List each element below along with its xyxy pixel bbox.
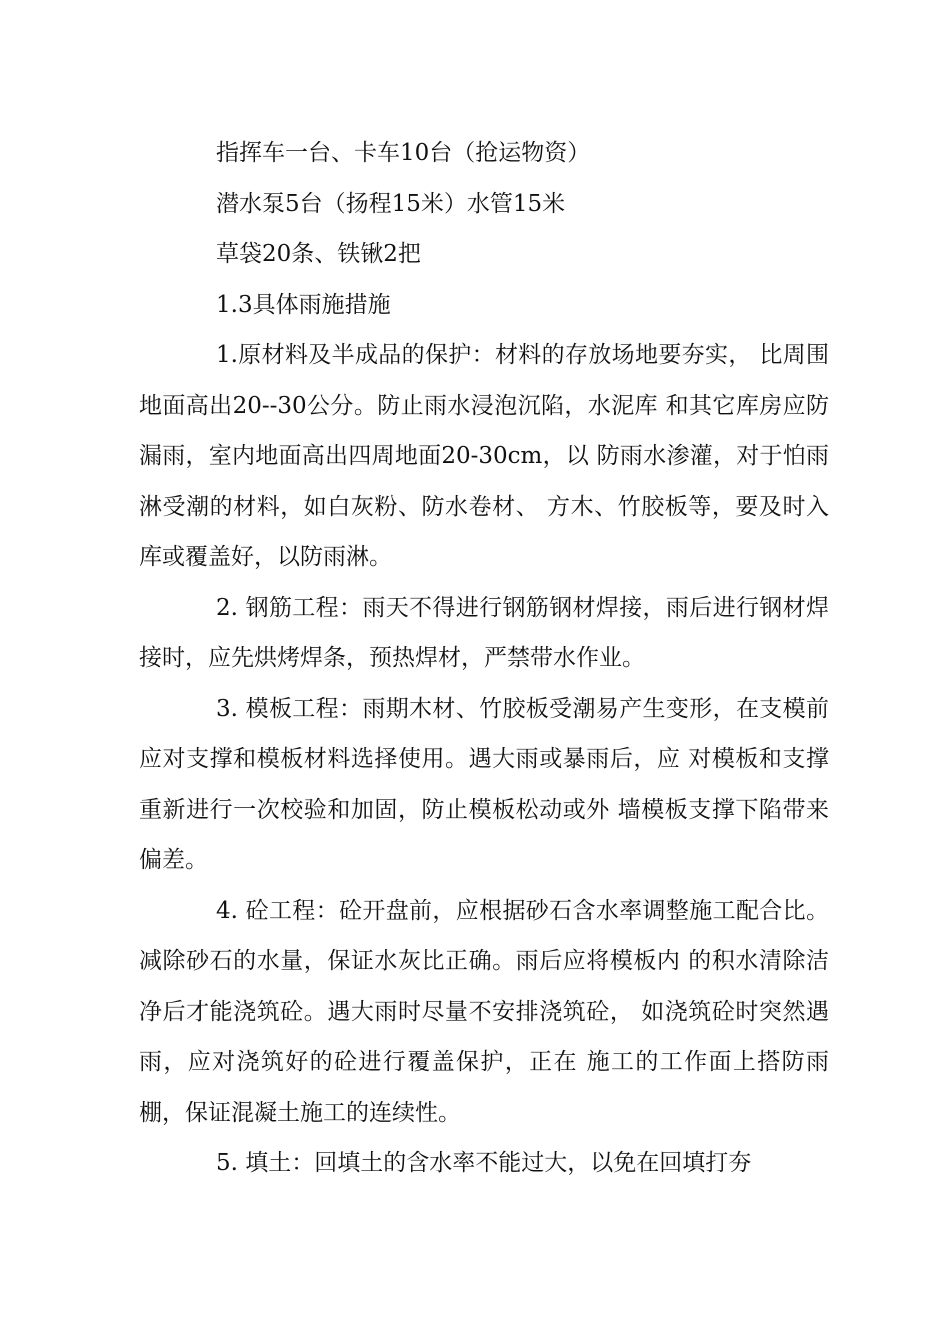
equipment-line-tools: 草袋20条、铁锹2把 [216, 241, 421, 267]
paragraph-rebar-works: 2. 钢筋工程：雨天不得进行钢筋钢材焊接，雨后进行钢材焊接时，应先烘烤焊条，预热焊材，严禁带水作业。 [139, 594, 829, 671]
paragraph-formwork: 3. 模板工程：雨期木材、竹胶板受潮易产生变形，在支模前应对支撑和模板材料选择使用。遇大雨或暴雨后，应 对模板和支撑重新进行一次校验和加固，防止模板松动或外 墙模板支撑下陷带来偏差。 [139, 695, 829, 873]
paragraph-materials-protection: 1.原材料及半成品的保护：材料的存放场地要夯实， 比周围地面高出20--30公分。防止雨水浸泡沉陷，水泥库 和其它库房应防漏雨，室内地面高出四周地面20-30cm，以 防雨水渗灌，对于怕雨淋受潮的材料，如白灰粉、防水卷材、 方木、竹胶板等，要及时入库或覆盖好，以防雨淋。 [139, 342, 829, 570]
equipment-line-vehicles: 指挥车一台、卡车10台（抢运物资） [216, 140, 591, 166]
section-heading: 1.3具体雨施措施 [216, 291, 391, 318]
equipment-line-pumps: 潜水泵5台（扬程15米）水管15米 [216, 190, 566, 217]
paragraph-concrete: 4. 砼工程：砼开盘前，应根据砂石含水率调整施工配合比。减除砂石的水量，保证水灰比正确。雨后应将模板内 的积水清除洁净后才能浇筑砼。遇大雨时尽量不安排浇筑砼， 如浇筑砼时突然遇雨，应对浇筑好的砼进行覆盖保护，正在 施工的工作面上搭防雨棚，保证混凝土施工的连续性。 [139, 897, 829, 1126]
document-body [139, 128, 829, 1189]
paragraph-backfill: 5. 填土：回填土的含水率不能过大，以免在回填打夯 [216, 1150, 752, 1176]
